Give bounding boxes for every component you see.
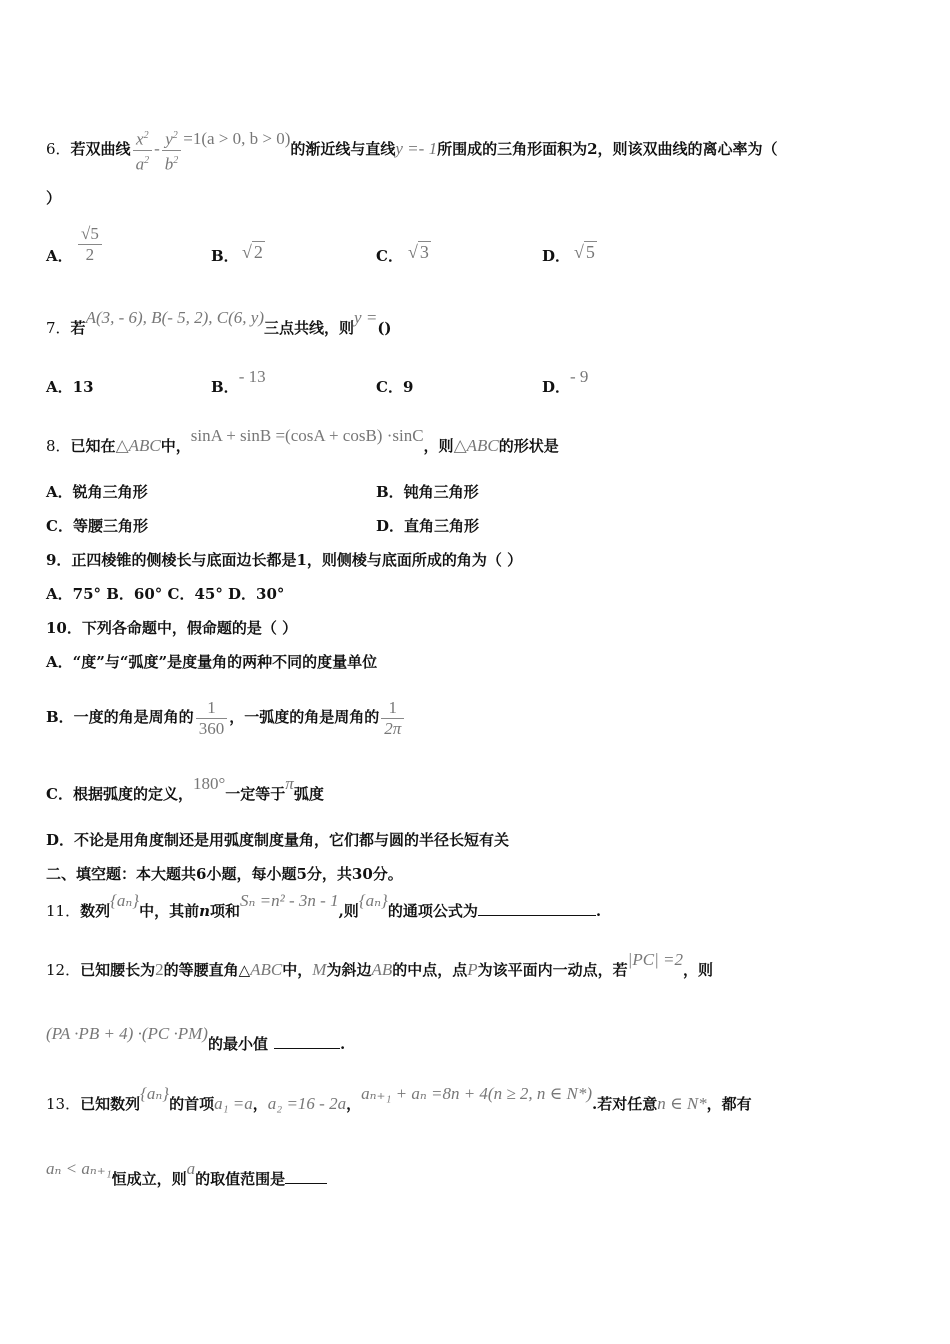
q6-option-b-value: √ 2 <box>242 242 263 262</box>
partial-sum: Sₙ =n² - 3n - 1 <box>240 891 339 910</box>
line-equation: y =- 1 <box>395 139 438 159</box>
q10-option-a: A．“度”与“弧度”是度量角的两种不同的度量单位 <box>46 653 378 671</box>
q6-option-a: A． <box>46 247 73 265</box>
answer-blank[interactable] <box>274 1048 340 1049</box>
fraction-1-360: $\frac{1}{360}$ <box>196 698 228 739</box>
inequality: aₙ < aₙ₊₁ <box>46 1159 112 1178</box>
q6-option-c: C． <box>376 247 403 265</box>
question-9: 9．正四棱锥的侧棱长与底面边长都是1，则侧棱与底面所成的角为（ ） <box>46 551 523 569</box>
question-7: 7．若A(3, - 6), B(- 5, 2), C(6, y)三点共线，则y =() <box>46 308 392 337</box>
dot-product-expression: (PA ·PB + 4) ·(PC ·PM) <box>46 1024 208 1043</box>
question-10: 10．下列各命题中，假命题的是（ ） <box>46 619 298 637</box>
q10-option-c: C．根据弧度的定义，180°一定等于π弧度 <box>46 774 324 803</box>
question-6-close: ） <box>46 189 62 207</box>
fraction-x2-a2: $\frac{x^2}{a^2}$ <box>133 126 153 174</box>
q6-option-d-value: √ 5 <box>574 242 595 262</box>
q8-option-a: A．锐角三角形 <box>46 483 148 501</box>
question-13-cont: aₙ < aₙ₊₁恒成立，则a的取值范围是 <box>46 1169 327 1189</box>
fraction-y2-b2: $\frac{y^2}{b^2}$ <box>162 126 182 174</box>
q7-option-b: B．- 13 <box>211 367 266 396</box>
question-text: 所围成的三角形面积为2，则该双曲线的离心率为（ <box>437 140 778 159</box>
answer-blank[interactable] <box>478 915 596 916</box>
fraction-1-2pi: $\frac{1}{2\pi}$ <box>381 698 404 739</box>
q6-option-a-fraction: $\frac{√5}{2}$ <box>76 224 104 265</box>
question-12-cont: (PA ·PB + 4) ·(PC ·PM)的最小值 . <box>46 1024 346 1053</box>
question-number: 8． <box>46 437 71 455</box>
q8-option-d: D．直角三角形 <box>376 517 480 535</box>
q6-option-c-value: √ 3 <box>408 242 429 262</box>
points-abc: A(3, - 6), B(- 5, 2), C(6, y) <box>85 308 265 327</box>
question-12: 12．已知腰长为2的等腰直角△ABC中，M为斜边AB的中点，点P为该平面内一动点，若|PC| =2，则 <box>46 950 713 979</box>
q7-option-a: A．13 <box>46 378 94 396</box>
question-text: 若双曲线 <box>70 140 131 159</box>
question-number: 6． <box>46 140 71 159</box>
trig-equation: sinA + sinB =(cosA + cosB) ·sinC <box>190 426 424 445</box>
question-8: 8．已知在△ABC中，sinA + sinB =(cosA + cosB) ·sinC，则△ABC的形状是 <box>46 426 559 455</box>
question-number: 11． <box>46 902 81 920</box>
question-number: 13． <box>46 1095 81 1113</box>
q8-option-b: B．钝角三角形 <box>376 483 479 501</box>
question-11: 11．数列{aₙ}中，其前n项和Sₙ =n² - 3n - 1,则{aₙ}的通项公式为 . <box>46 891 602 920</box>
sequence-an: {aₙ} <box>358 891 388 910</box>
q7-option-c: C．9 <box>376 378 414 396</box>
question-13: 13．已知数列{aₙ}的首项a₁ =a，a₂ =16 - 2a，aₙ₊₁ + aₙ =8n + 4(n ≥ 2, n ∈ N*).若对任意n ∈ N*，都有 <box>46 1084 752 1113</box>
triangle-abc: △ABC <box>115 436 161 455</box>
q7-option-d: D．- 9 <box>542 367 589 396</box>
sequence-an: {aₙ} <box>110 891 140 910</box>
section-heading: 二、填空题：本大题共6小题，每小题5分，共30分。 <box>46 865 403 883</box>
hyperbola-condition: =1(a > 0, b > 0) <box>183 129 291 149</box>
q6-option-b: B． <box>211 247 239 265</box>
y-equals: y = <box>354 308 378 327</box>
question-6: 6．若双曲线 $\frac{x^2}{a^2}$ - $\frac{y^2}{b^2}$ =1(a > 0, b > 0)的渐近线与直线y =- 1所围成的三角形面积为2，则该双曲线的离心率为（ <box>46 126 778 174</box>
recurrence-relation: aₙ₊₁ + aₙ =8n + 4(n ≥ 2, n ∈ N*) <box>361 1084 592 1103</box>
question-number: 12． <box>46 961 81 979</box>
answer-blank[interactable] <box>285 1183 327 1184</box>
q10-option-d: D．不论是用角度制还是用弧度制度量角，它们都与圆的半径长短有关 <box>46 831 510 849</box>
triangle-abc: △ABC <box>453 436 499 455</box>
pi-symbol: π <box>285 774 294 793</box>
q6-option-d: D． <box>542 247 571 265</box>
question-text: 的渐近线与直线 <box>290 140 396 159</box>
q8-option-c: C．等腰三角形 <box>46 517 148 535</box>
pc-length: |PC| =2 <box>627 950 683 969</box>
q9-options: A．75° B．60° C．45° D．30° <box>46 585 285 603</box>
degree-180: 180° <box>192 774 226 793</box>
question-number: 7． <box>46 319 71 337</box>
q10-option-b: B．一度的角是周角的 $\frac{1}{360}$ ，一弧度的角是周角的 $\frac{1}{2\pi}$ <box>46 698 406 739</box>
